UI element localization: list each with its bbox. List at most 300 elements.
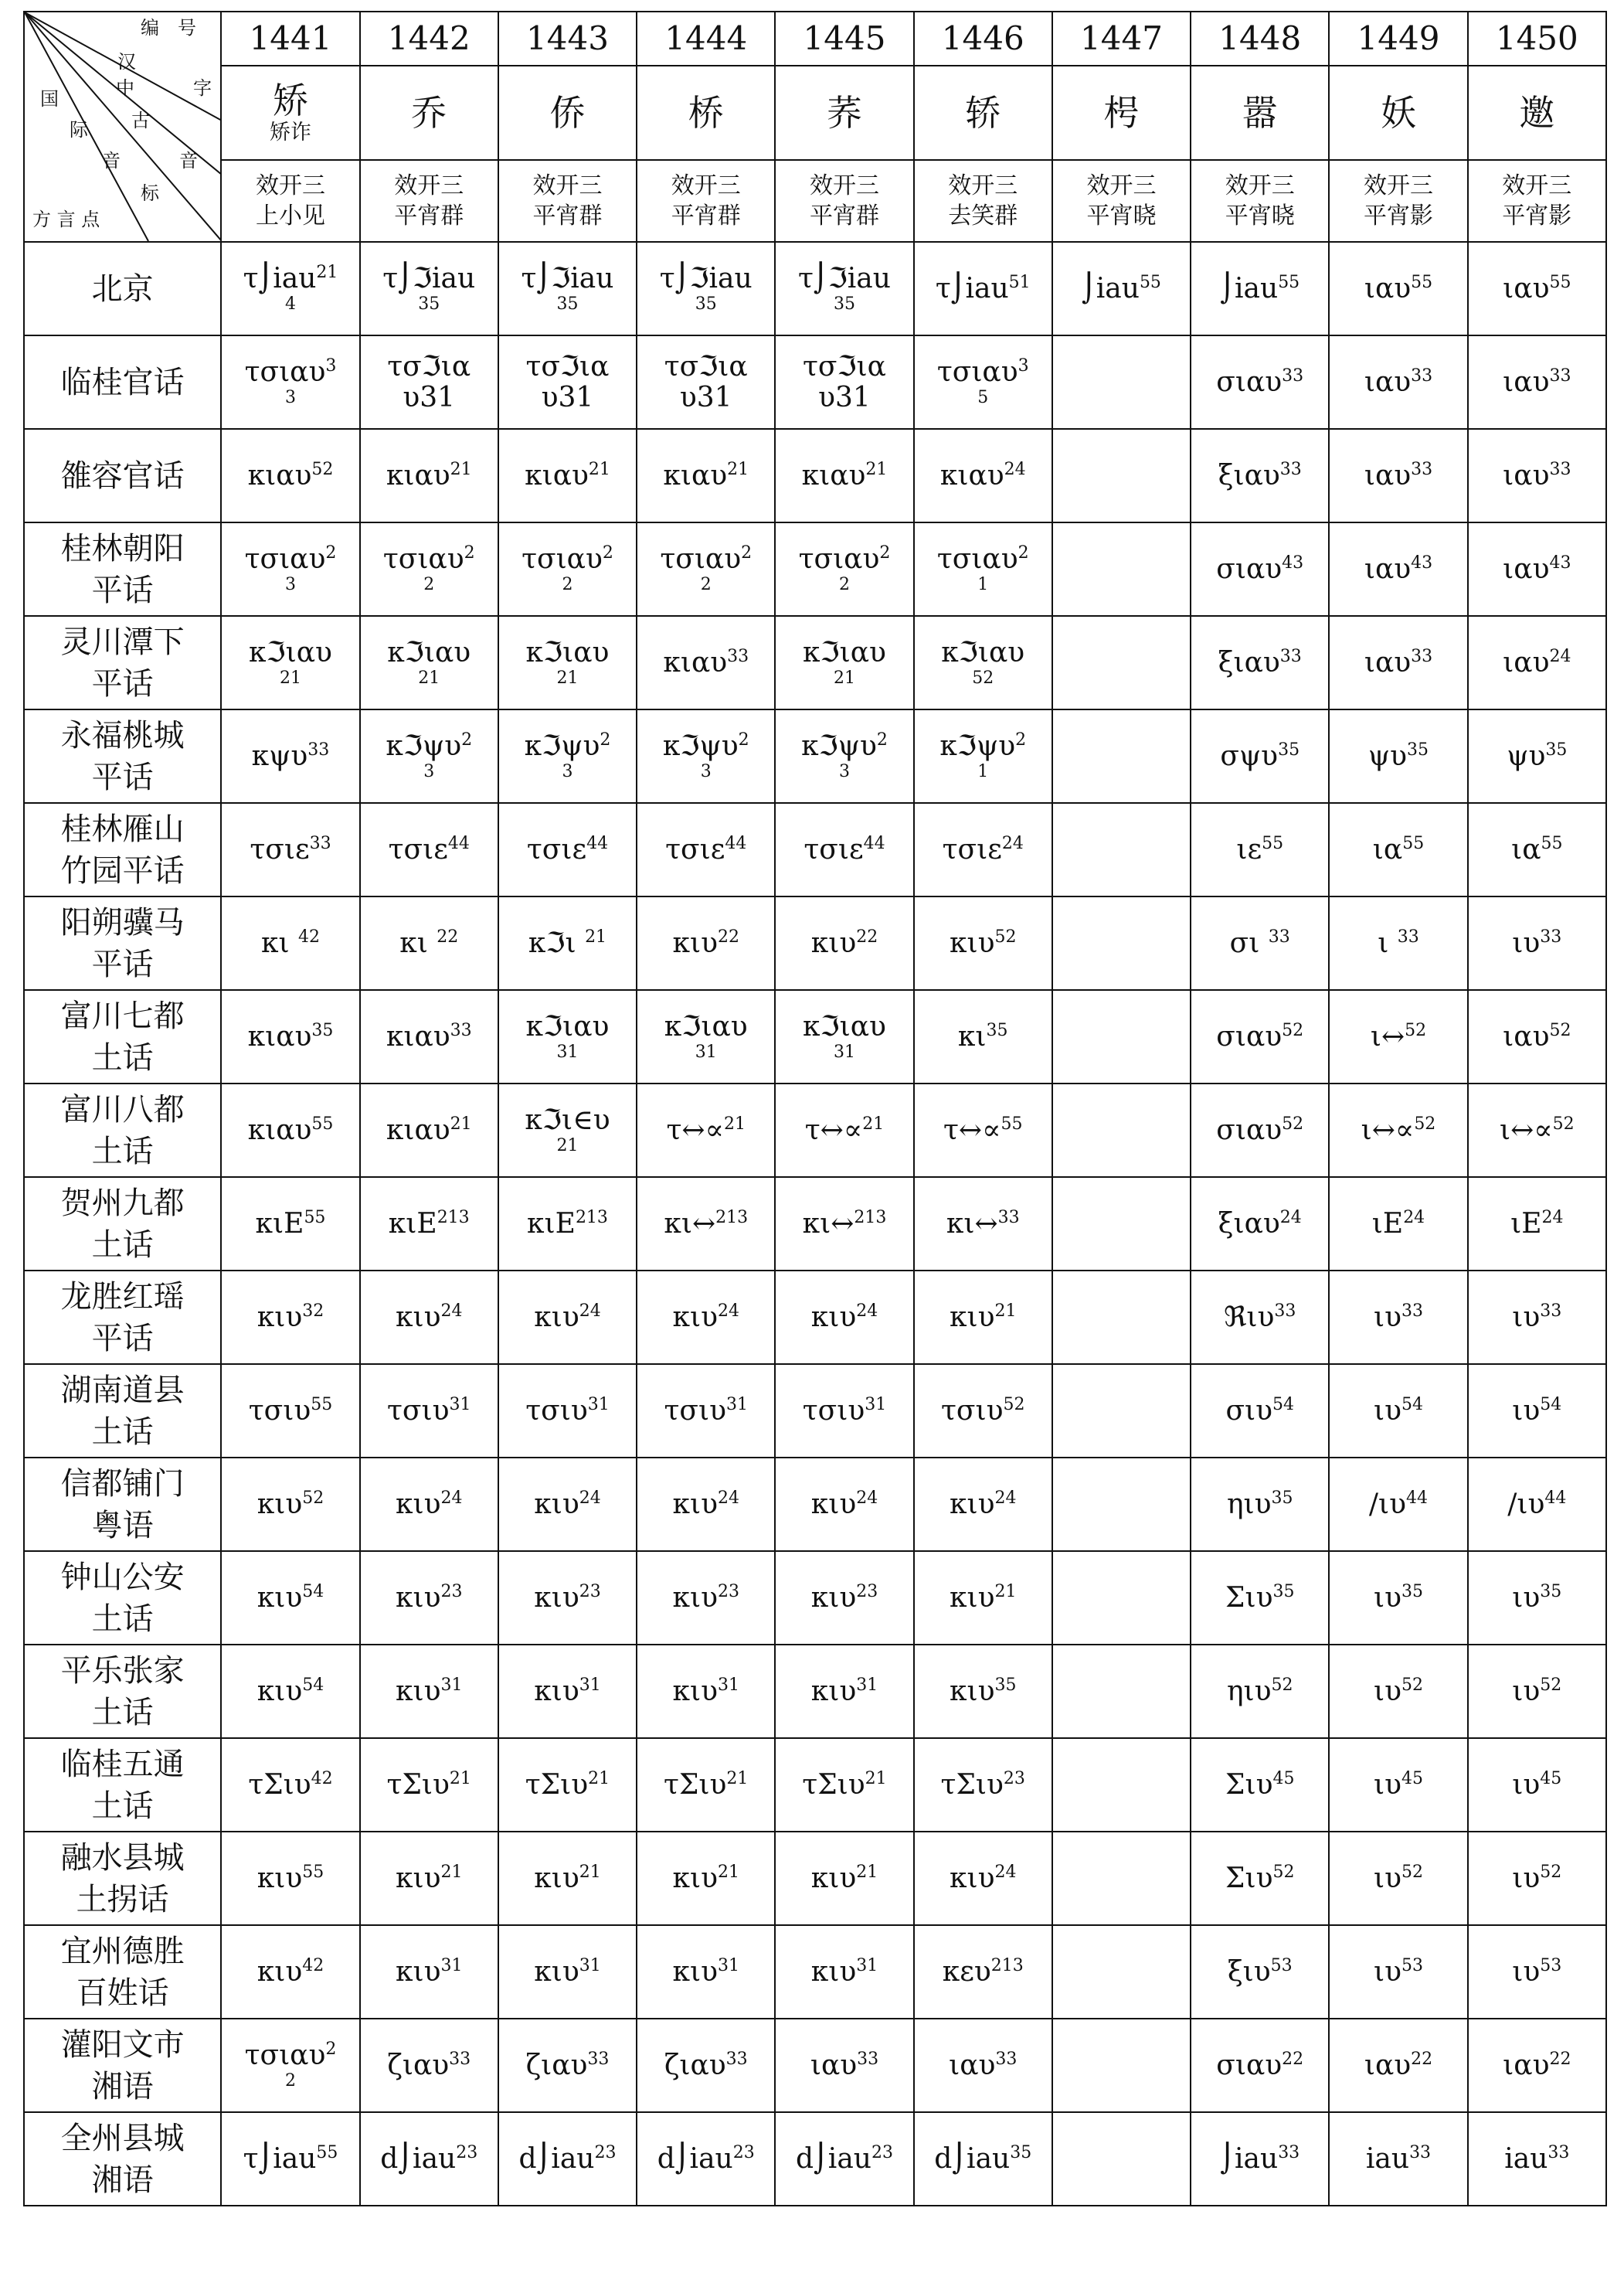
pronunciation-ipa: κι↔ — [802, 1207, 854, 1240]
tone-number: 53 — [1270, 1955, 1293, 1975]
pronunciation-ipa: κιE — [388, 1207, 437, 1240]
pronunciation-cell — [1468, 1925, 1606, 2019]
pronunciation-ipa: τΣιυ — [248, 1768, 311, 1801]
pronunciation-ipa: κι — [399, 927, 437, 959]
pronunciation-cell — [775, 522, 913, 616]
pronunciation-cell — [498, 335, 637, 429]
tone-number: 21 — [723, 1114, 746, 1134]
table-row — [24, 2112, 1606, 2206]
pronunciation-cell — [1468, 335, 1606, 429]
pronunciation-cell — [360, 1271, 498, 1364]
pronunciation-cell — [221, 1458, 359, 1551]
pronunciation-cell — [221, 1271, 359, 1364]
corner-diagonal-lines — [25, 12, 221, 241]
tone-number: 35 — [311, 1020, 334, 1040]
tone-number: 2 — [879, 543, 891, 563]
tone-number: 55 — [304, 1207, 326, 1227]
pronunciation-ipa: κιυ — [257, 1488, 303, 1520]
pronunciation-cell — [914, 616, 1052, 709]
col-middle-chinese — [1052, 160, 1191, 242]
location-name: 土话 — [91, 1788, 154, 1824]
mc-tone-initial: 去笑群 — [948, 202, 1018, 230]
col-middle-chinese — [1468, 160, 1606, 242]
tone-number: 2 — [1015, 730, 1027, 750]
pronunciation-cell — [221, 429, 359, 522]
pronunciation-cell — [221, 1551, 359, 1645]
location-name: 贺州九都 — [60, 1185, 185, 1221]
pronunciation-cell — [221, 1645, 359, 1738]
tone-number: 2 — [461, 730, 473, 750]
pronunciation-cell — [360, 2019, 498, 2112]
pronunciation-ipa: σιαυ — [1216, 366, 1283, 398]
location-cell — [24, 1925, 221, 2019]
pronunciation-ipa: σιυ — [1225, 1394, 1273, 1427]
pronunciation-cell — [221, 2112, 359, 2206]
tone-wrap: 2 — [284, 2070, 296, 2091]
pronunciation-cell — [221, 1084, 359, 1177]
tone-number: 24 — [717, 1488, 739, 1508]
pronunciation-ipa: τσιαυ — [244, 543, 326, 576]
col-num: 1447 — [1052, 12, 1191, 66]
pronunciation-cell — [1468, 1551, 1606, 1645]
pronunciation-cell — [775, 1177, 913, 1271]
table-row — [24, 1271, 1606, 1364]
tone-number: 213 — [715, 1207, 749, 1227]
pronunciation-cell — [498, 242, 637, 335]
pronunciation-ipa: ηιυ — [1226, 1488, 1272, 1520]
pronunciation-ipa: τ⌡ℑiau — [659, 263, 753, 295]
pronunciation-ipa: ⌡iau — [1220, 272, 1279, 304]
location-name: 百姓话 — [76, 1975, 169, 2011]
pronunciation-cell — [360, 522, 498, 616]
location-name: 土话 — [91, 1694, 154, 1730]
corner-label-location: 方 言 点 — [32, 209, 100, 230]
pronunciation-ipa: τ⌡ℑiau — [798, 263, 891, 295]
tone-number: 33 — [587, 2049, 610, 2069]
pronunciation-cell — [1191, 990, 1329, 1084]
tone-number: 33 — [1549, 366, 1571, 386]
pronunciation-cell — [1468, 1364, 1606, 1458]
pronunciation-cell — [637, 896, 775, 990]
tone-number: 35 — [1272, 1581, 1295, 1601]
tone-number: 44 — [1406, 1488, 1429, 1508]
dialect-table — [23, 11, 1607, 2206]
pronunciation-cell — [1191, 522, 1329, 616]
pronunciation-ipa: κιαυ — [663, 646, 728, 679]
pronunciation-cell — [914, 896, 1052, 990]
tone-number: 55 — [311, 1114, 334, 1134]
location-name: 土话 — [91, 1039, 154, 1076]
pronunciation-ipa: κψυ — [251, 740, 308, 772]
character-glyph: 枵 — [1103, 91, 1140, 134]
tone-number: 33 — [995, 2049, 1018, 2069]
pronunciation-cell — [914, 1832, 1052, 1925]
location-cell — [24, 990, 221, 1084]
pronunciation-ipa: ιαυ — [1503, 646, 1550, 679]
pronunciation-ipa: κι↔ — [946, 1207, 998, 1240]
tone-number: 33 — [449, 2049, 471, 2069]
tone-number: 33 — [1268, 927, 1290, 947]
pronunciation-cell — [221, 1925, 359, 2019]
pronunciation-ipa: κιυ — [534, 1488, 579, 1520]
tone-number: 2 — [464, 543, 475, 563]
pronunciation-cell — [1191, 1925, 1329, 2019]
pronunciation-ipa: ιυ — [1373, 1675, 1401, 1707]
pronunciation-ipa: τ↔∝ — [943, 1114, 1001, 1146]
col-num: 1450 — [1468, 12, 1606, 66]
pronunciation-cell — [1191, 1458, 1329, 1551]
mc-rhyme: 效开三 — [1363, 172, 1433, 199]
tone-number: 24 — [579, 1488, 601, 1508]
pronunciation-ipa: τσιυ — [940, 1394, 1004, 1427]
mc-rhyme: 效开三 — [1225, 172, 1295, 199]
pronunciation-ipa: d⌡iau — [657, 2142, 733, 2175]
pronunciation-ipa: τσιαυ — [936, 356, 1018, 389]
table-row — [24, 1645, 1606, 1738]
pronunciation-cell — [1329, 1271, 1467, 1364]
tone-number: 52 — [1282, 1114, 1304, 1134]
pronunciation-ipa: κιαυ — [247, 459, 312, 492]
pronunciation-cell — [1191, 242, 1329, 335]
pronunciation-cell — [1052, 1084, 1191, 1177]
pronunciation-ipa: ιυ — [1512, 1862, 1541, 1894]
pronunciation-ipa: κιαυ — [386, 459, 450, 492]
tone-number: 31 — [587, 1394, 610, 1414]
mc-tone-initial: 上小见 — [255, 202, 325, 230]
tone-number: 21 — [727, 459, 749, 479]
pronunciation-cell — [1329, 2019, 1467, 2112]
col-character — [775, 66, 913, 160]
pronunciation-cell — [1191, 1177, 1329, 1271]
tone-wrap: 21 — [279, 668, 301, 688]
tone-number: 21 — [588, 1768, 610, 1788]
location-name: 融水县城 — [60, 1839, 185, 1876]
pronunciation-ipa: ι↔ — [1370, 1020, 1405, 1053]
tone-number: 2 — [600, 730, 611, 750]
pronunciation-cell — [498, 1271, 637, 1364]
pronunciation-ipa: ξιαυ — [1218, 646, 1280, 679]
tone-number: 24 — [856, 1488, 878, 1508]
tone-number: 24 — [440, 1488, 463, 1508]
tone-number: 22 — [1411, 2049, 1433, 2069]
tone-number: 45 — [1401, 1768, 1423, 1788]
tone-number: 24 — [717, 1301, 739, 1321]
table-row — [24, 1551, 1606, 1645]
pronunciation-cell — [221, 803, 359, 896]
pronunciation-ipa: ι — [1378, 927, 1398, 959]
tone-number: 55 — [302, 1862, 324, 1882]
pronunciation-ipa: τσιε — [665, 833, 725, 866]
tone-wrap: υ31 — [679, 381, 732, 413]
pronunciation-ipa: κιυ — [949, 1301, 995, 1333]
pronunciation-cell — [1052, 1364, 1191, 1458]
tone-wrap: 3 — [284, 387, 296, 407]
pronunciation-cell — [360, 1645, 498, 1738]
tone-number: 21 — [449, 1768, 471, 1788]
tone-number: 55 — [1139, 272, 1161, 292]
pronunciation-ipa: τΣιυ — [525, 1768, 589, 1801]
pronunciation-ipa: κιυ — [810, 1955, 857, 1988]
pronunciation-ipa: κιαυ — [939, 459, 1004, 492]
pronunciation-cell — [775, 616, 913, 709]
corner-label-zhong: 中 — [116, 77, 134, 99]
tone-number: 35 — [994, 1675, 1017, 1695]
pronunciation-ipa: κℑιαυ — [525, 1011, 610, 1043]
pronunciation-ipa: κℑιαυ — [941, 637, 1025, 669]
pronunciation-cell — [498, 1177, 637, 1271]
pronunciation-cell — [637, 1084, 775, 1177]
tone-number: 24 — [1541, 1207, 1564, 1227]
pronunciation-ipa: ιυ — [1373, 1955, 1401, 1988]
pronunciation-cell — [360, 2112, 498, 2206]
tone-number: 35 — [1278, 740, 1300, 760]
tone-number: 43 — [1411, 553, 1433, 573]
tone-number: 2 — [325, 2040, 337, 2060]
table-row — [24, 1364, 1606, 1458]
pronunciation-cell — [360, 242, 498, 335]
tone-number: 55 — [1411, 272, 1433, 292]
pronunciation-ipa: iau — [1504, 2142, 1548, 2175]
tone-number: 52 — [1540, 1675, 1562, 1695]
tone-wrap: 3 — [284, 574, 296, 594]
pronunciation-ipa: κιυ — [949, 1675, 995, 1707]
pronunciation-cell — [1329, 709, 1467, 803]
pronunciation-ipa: κℑψυ — [524, 730, 600, 763]
character-glyph: 嚣 — [1242, 91, 1278, 134]
pronunciation-cell — [1468, 2112, 1606, 2206]
pronunciation-ipa: κℑιαυ — [664, 1011, 748, 1043]
mc-tone-initial: 平宵影 — [1363, 202, 1433, 230]
character-glyph: 轿 — [965, 91, 1001, 134]
tone-number: 24 — [994, 1862, 1017, 1882]
pronunciation-cell — [498, 616, 637, 709]
pronunciation-ipa: ιυ — [1512, 1675, 1541, 1707]
pronunciation-ipa: ιυ — [1373, 1394, 1401, 1427]
pronunciation-ipa: κιυ — [257, 1955, 303, 1988]
pronunciation-cell — [1329, 1458, 1467, 1551]
tone-number: 23 — [1003, 1768, 1025, 1788]
pronunciation-cell — [1052, 709, 1191, 803]
tone-number: 45 — [1272, 1768, 1295, 1788]
location-cell — [24, 1738, 221, 1832]
tone-number: 33 — [1274, 1301, 1296, 1321]
tone-number: 35 — [1545, 740, 1568, 760]
tone-number: 31 — [440, 1955, 463, 1975]
pronunciation-ipa: τ⌡iau — [243, 263, 317, 295]
location-name: 土话 — [91, 1601, 154, 1637]
pronunciation-cell — [221, 242, 359, 335]
tone-number: 33 — [1540, 927, 1562, 947]
table-row — [24, 522, 1606, 616]
tone-number: 33 — [1411, 459, 1433, 479]
tone-number: 33 — [1279, 459, 1302, 479]
pronunciation-cell — [1052, 1925, 1191, 2019]
pronunciation-cell — [1191, 1364, 1329, 1458]
pronunciation-ipa: κℑιαυ — [249, 637, 332, 669]
table-row — [24, 1738, 1606, 1832]
pronunciation-cell — [498, 2019, 637, 2112]
pronunciation-cell — [221, 335, 359, 429]
pronunciation-ipa: ξιαυ — [1218, 459, 1280, 492]
pronunciation-ipa: κℑψυ — [939, 730, 1016, 763]
pronunciation-ipa: ζιαυ — [525, 2049, 588, 2081]
tone-number: 35 — [986, 1020, 1008, 1040]
tone-number: 33 — [450, 1020, 472, 1040]
col-character — [1191, 66, 1329, 160]
pronunciation-cell — [1468, 1084, 1606, 1177]
pronunciation-cell — [1191, 2112, 1329, 2206]
pronunciation-ipa: τσℑια — [802, 350, 886, 383]
pronunciation-cell — [637, 1551, 775, 1645]
pronunciation-cell — [775, 242, 913, 335]
pronunciation-ipa: σιαυ — [1216, 2049, 1283, 2081]
pronunciation-ipa: τσιε — [804, 833, 864, 866]
pronunciation-cell — [775, 709, 913, 803]
pronunciation-cell — [498, 2112, 637, 2206]
location-cell — [24, 1271, 221, 1364]
tone-number: 31 — [725, 1394, 748, 1414]
tone-number: 52 — [1271, 1675, 1293, 1695]
pronunciation-ipa: τΣιυ — [940, 1768, 1004, 1801]
pronunciation-cell — [498, 522, 637, 616]
pronunciation-ipa: κℑι — [528, 927, 586, 959]
character-glyph: 乔 — [411, 91, 447, 134]
tone-number: 2 — [741, 543, 753, 563]
tone-number: 31 — [579, 1675, 601, 1695]
pronunciation-cell — [914, 2112, 1052, 2206]
tone-number: 54 — [1272, 1394, 1295, 1414]
location-name: 富川七都 — [60, 998, 185, 1034]
pronunciation-cell — [1191, 1832, 1329, 1925]
pronunciation-cell — [1329, 1925, 1467, 2019]
pronunciation-ipa: ιαυ — [1364, 646, 1412, 679]
mc-tone-initial: 平宵群 — [809, 202, 879, 230]
table-row — [24, 803, 1606, 896]
col-middle-chinese — [1329, 160, 1467, 242]
pronunciation-cell — [221, 990, 359, 1084]
pronunciation-cell — [914, 1551, 1052, 1645]
tone-wrap: 21 — [556, 668, 579, 688]
col-middle-chinese — [221, 160, 359, 242]
corner-label-number: 编 号 — [141, 17, 196, 39]
col-num: 1448 — [1191, 12, 1329, 66]
location-cell — [24, 2112, 221, 2206]
pronunciation-ipa: τσιαυ — [244, 356, 326, 389]
tone-wrap: 31 — [833, 1042, 855, 1062]
tone-number: 21 — [717, 1862, 739, 1882]
tone-number: 23 — [871, 2142, 893, 2162]
tone-wrap: 35 — [418, 294, 440, 314]
pronunciation-cell — [637, 1832, 775, 1925]
tone-number: 22 — [1549, 2049, 1571, 2069]
pronunciation-ipa: τσιαυ — [522, 543, 603, 576]
pronunciation-cell — [775, 2019, 913, 2112]
table-row — [24, 1177, 1606, 1271]
location-name: 土话 — [91, 1414, 154, 1450]
pronunciation-ipa: ιαυ — [1503, 1020, 1550, 1053]
pronunciation-ipa: κℑιαυ — [803, 1011, 886, 1043]
corner-label-biao: 标 — [141, 182, 159, 204]
corner-label-gu: 古 — [131, 110, 150, 131]
pronunciation-cell — [1191, 803, 1329, 896]
pronunciation-cell — [914, 1925, 1052, 2019]
mc-tone-initial: 平宵群 — [671, 202, 741, 230]
tone-number: 33 — [1279, 646, 1302, 666]
pronunciation-ipa: ι↔∝ — [1499, 1114, 1553, 1146]
tone-number: 24 — [856, 1301, 878, 1321]
mc-tone-initial: 平宵影 — [1502, 202, 1572, 230]
pronunciation-ipa: τ⌡ℑiau — [382, 263, 476, 295]
pronunciation-cell — [1052, 1832, 1191, 1925]
mc-rhyme: 效开三 — [255, 172, 325, 199]
pronunciation-cell — [914, 803, 1052, 896]
pronunciation-cell — [1329, 335, 1467, 429]
pronunciation-cell — [1191, 1084, 1329, 1177]
pronunciation-cell — [914, 2019, 1052, 2112]
pronunciation-ipa: ιαυ — [1364, 553, 1412, 585]
pronunciation-ipa: τσιε — [250, 833, 310, 866]
col-num: 1442 — [360, 12, 498, 66]
pronunciation-cell — [360, 709, 498, 803]
pronunciation-ipa: τσℑια — [525, 350, 610, 383]
tone-number: 33 — [1282, 366, 1304, 386]
pronunciation-ipa: τσιαυ — [382, 543, 464, 576]
pronunciation-cell — [1052, 1738, 1191, 1832]
pronunciation-ipa: σιαυ — [1216, 1114, 1283, 1146]
pronunciation-cell — [914, 1738, 1052, 1832]
table-row — [24, 242, 1606, 335]
pronunciation-cell — [1191, 1738, 1329, 1832]
col-middle-chinese — [1191, 160, 1329, 242]
col-num: 1449 — [1329, 12, 1467, 66]
pronunciation-cell — [360, 896, 498, 990]
tone-number: 23 — [717, 1581, 739, 1601]
location-name: 富川八都 — [60, 1091, 185, 1128]
pronunciation-cell — [775, 1364, 913, 1458]
pronunciation-ipa: ιε — [1236, 833, 1262, 866]
tone-number: 23 — [456, 2142, 478, 2162]
col-character — [637, 66, 775, 160]
tone-wrap: 31 — [695, 1042, 717, 1062]
pronunciation-ipa: κιυ — [257, 1675, 303, 1707]
pronunciation-cell — [360, 803, 498, 896]
location-cell — [24, 242, 221, 335]
tone-number: 55 — [1541, 833, 1563, 853]
pronunciation-ipa: ⌡iau — [1220, 2142, 1279, 2175]
pronunciation-cell — [221, 616, 359, 709]
tone-number: 24 — [579, 1301, 601, 1321]
tone-number: 21 — [865, 1768, 887, 1788]
location-cell — [24, 803, 221, 896]
tone-number: 21 — [585, 927, 607, 947]
location-cell — [24, 1551, 221, 1645]
pronunciation-ipa: τσιυ — [386, 1394, 450, 1427]
col-num: 1445 — [775, 12, 913, 66]
pronunciation-ipa: κιυ — [534, 1862, 579, 1894]
pronunciation-ipa: ιυ — [1512, 1768, 1541, 1801]
pronunciation-ipa: κℑιαυ — [387, 637, 471, 669]
tone-number: 21 — [588, 459, 610, 479]
tone-wrap: 2 — [700, 574, 712, 594]
mc-rhyme: 效开三 — [809, 172, 879, 199]
tone-wrap: υ31 — [541, 381, 594, 413]
col-middle-chinese — [498, 160, 637, 242]
pronunciation-cell — [1052, 616, 1191, 709]
tone-number: 31 — [865, 1394, 887, 1414]
pronunciation-cell — [1329, 1645, 1467, 1738]
location-name: 灌阳文市 — [60, 2026, 185, 2063]
tone-wrap: 4 — [284, 294, 296, 314]
